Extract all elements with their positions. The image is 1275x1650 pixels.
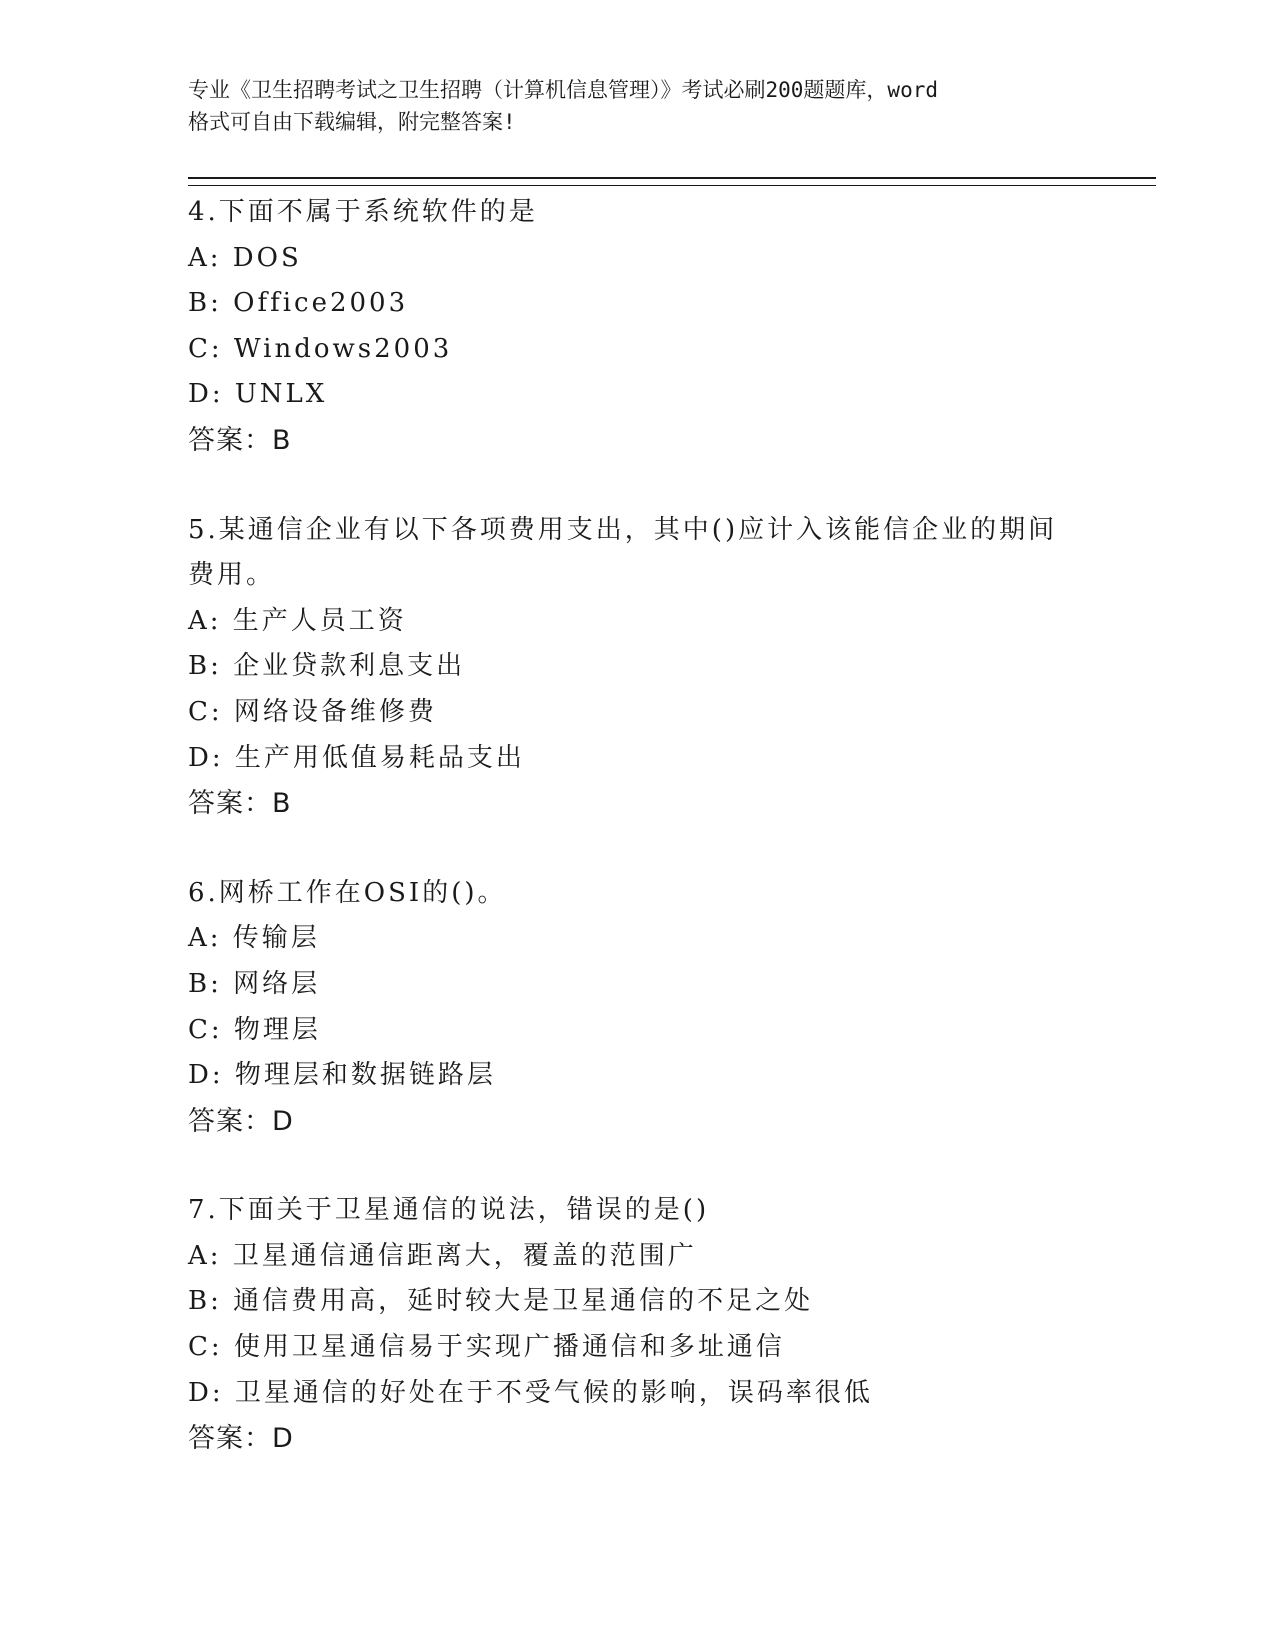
question-list [188, 190, 1118, 1506]
option-c: C: Windows2003 [188, 333, 453, 364]
option-d: D: 物理层和数据链路层 [188, 1060, 496, 1091]
option-b: B: Office2003 [188, 288, 409, 319]
option-d: D: 生产用低值易耗品支出 [188, 742, 525, 773]
header-line-2: 格式可自由下载编辑，附完整答案! [188, 110, 516, 134]
question-stem: 5.某通信企业有以下各项费用支出，其中()应计入该能信企业的期间费用。 [188, 514, 1058, 591]
option-b: B: 企业贷款利息支出 [188, 651, 466, 682]
option-c: C: 网络设备维修费 [188, 696, 437, 727]
option-a: A: DOS [188, 242, 302, 273]
option-c: C: 物理层 [188, 1014, 321, 1045]
answer-label: 答案：D [188, 1423, 294, 1455]
question-stem: 7.下面关于卫星通信的说法，错误的是() [188, 1195, 710, 1226]
question-5 [188, 508, 1118, 827]
question-7 [188, 1188, 1118, 1462]
option-d: D: 卫星通信的好处在于不受气候的影响，误码率很低 [188, 1377, 873, 1408]
question-4 [188, 190, 1118, 464]
question-stem: 4.下面不属于系统软件的是 [188, 197, 538, 227]
answer-label: 答案：B [188, 424, 292, 456]
document-header [188, 74, 1088, 138]
option-d: D: UNLX [188, 379, 328, 410]
answer-label: 答案：D [188, 1105, 294, 1137]
option-b: B: 网络层 [188, 968, 321, 999]
option-c: C: 使用卫星通信易于实现广播通信和多址通信 [188, 1332, 785, 1363]
option-a: A: 传输层 [188, 923, 320, 954]
question-6 [188, 871, 1118, 1145]
option-a: A: 生产人员工资 [188, 605, 407, 636]
answer-label: 答案：B [188, 788, 292, 820]
option-b: B: 通信费用高，延时较大是卫星通信的不足之处 [188, 1286, 814, 1317]
option-a: A: 卫星通信通信距离大，覆盖的范围广 [188, 1240, 697, 1271]
header-divider [188, 177, 1156, 186]
header-line-1: 专业《卫生招聘考试之卫生招聘（计算机信息管理）》考试必刷200题题库，word [188, 78, 938, 102]
question-stem: 6.网桥工作在OSI的()。 [188, 877, 507, 908]
